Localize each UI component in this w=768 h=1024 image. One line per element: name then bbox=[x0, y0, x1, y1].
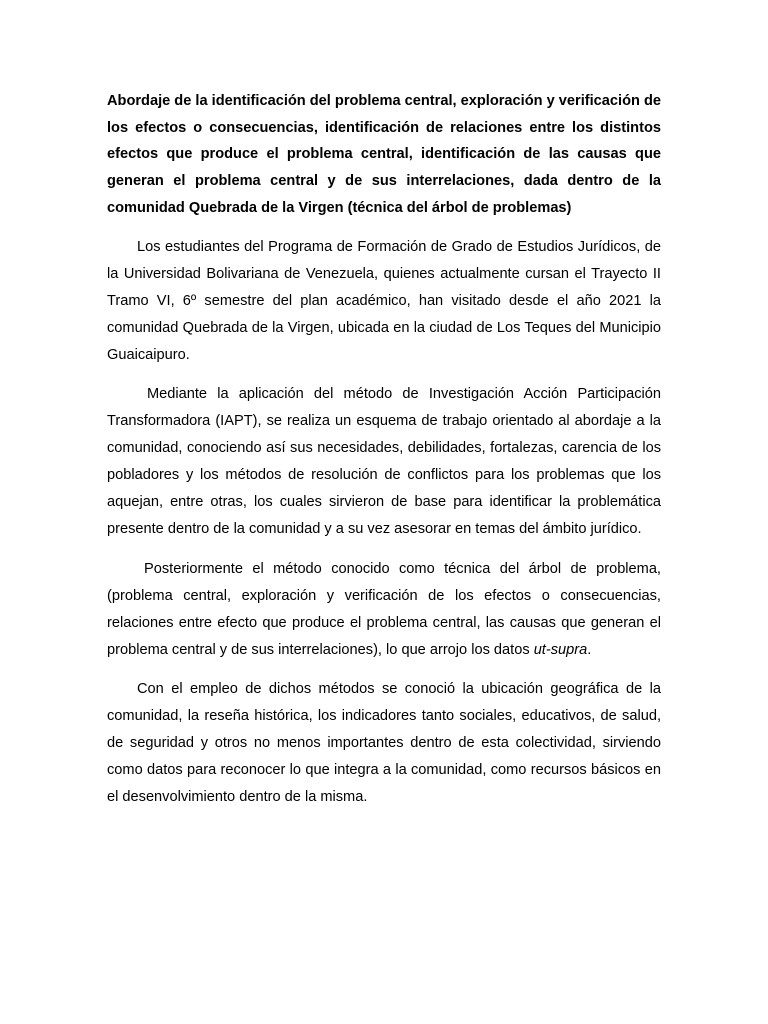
paragraph-3 bbox=[107, 556, 661, 664]
document-title: Abordaje de la identificación del problema central, exploración y verificación de los efectos o consecuencias, identificación de relaciones entre los distintos efectos que produce el problema central, identificación de las causas que generan el problema central y de sus interrelaciones, dada dentro de la comunidad Quebrada de la Virgen (técnica del árbol de problemas) bbox=[107, 93, 661, 216]
paragraph-2: Mediante la aplicación del método de Investigación Acción Participación Transformadora (IAPT), se realiza un esquema de trabajo orientado al abordaje a la comunidad, conociendo así sus necesidades, debilidades, fortalezas, carencia de los pobladores y los métodos de resolución de conflictos para los problemas que los aquejan, entre otras, los cuales sirvieron de base para identificar la problemática presente dentro de la comunidad y a su vez asesorar en temas del ámbito jurídico. bbox=[107, 385, 661, 538]
paragraph-3-period: . bbox=[587, 641, 592, 658]
paragraph-4: Con el empleo de dichos métodos se conoció la ubicación geográfica de la comunidad, la reseña histórica, los indicadores tanto sociales, educativos, de salud, de seguridad y otros no menos importantes dentro de esta colectividad, sirviendo como datos para reconocer lo que integra a la comunidad, como recursos básicos en el desenvolvimiento dentro de la misma. bbox=[107, 680, 661, 806]
paragraph-3-latin-term: ut-supra bbox=[533, 641, 588, 658]
paragraph-3-text: Posteriormente el método conocido como técnica del árbol de problema, (problema central, exploración y verificación de los efectos o consecuencias, relaciones entre efecto que produce el problema central, las causas que generan el problema central y de sus interrelaciones), lo que arrojo los datos bbox=[107, 560, 661, 658]
document-page bbox=[107, 88, 661, 823]
paragraph-1: Los estudiantes del Programa de Formación de Grado de Estudios Jurídicos, de la Universidad Bolivariana de Venezuela, quienes actualmente cursan el Trayecto II Tramo VI, 6º semestre del plan académico, han visitado desde el año 2021 la comunidad Quebrada de la Virgen, ubicada en la ciudad de Los Teques del Municipio Guaicaipuro. bbox=[107, 238, 661, 363]
